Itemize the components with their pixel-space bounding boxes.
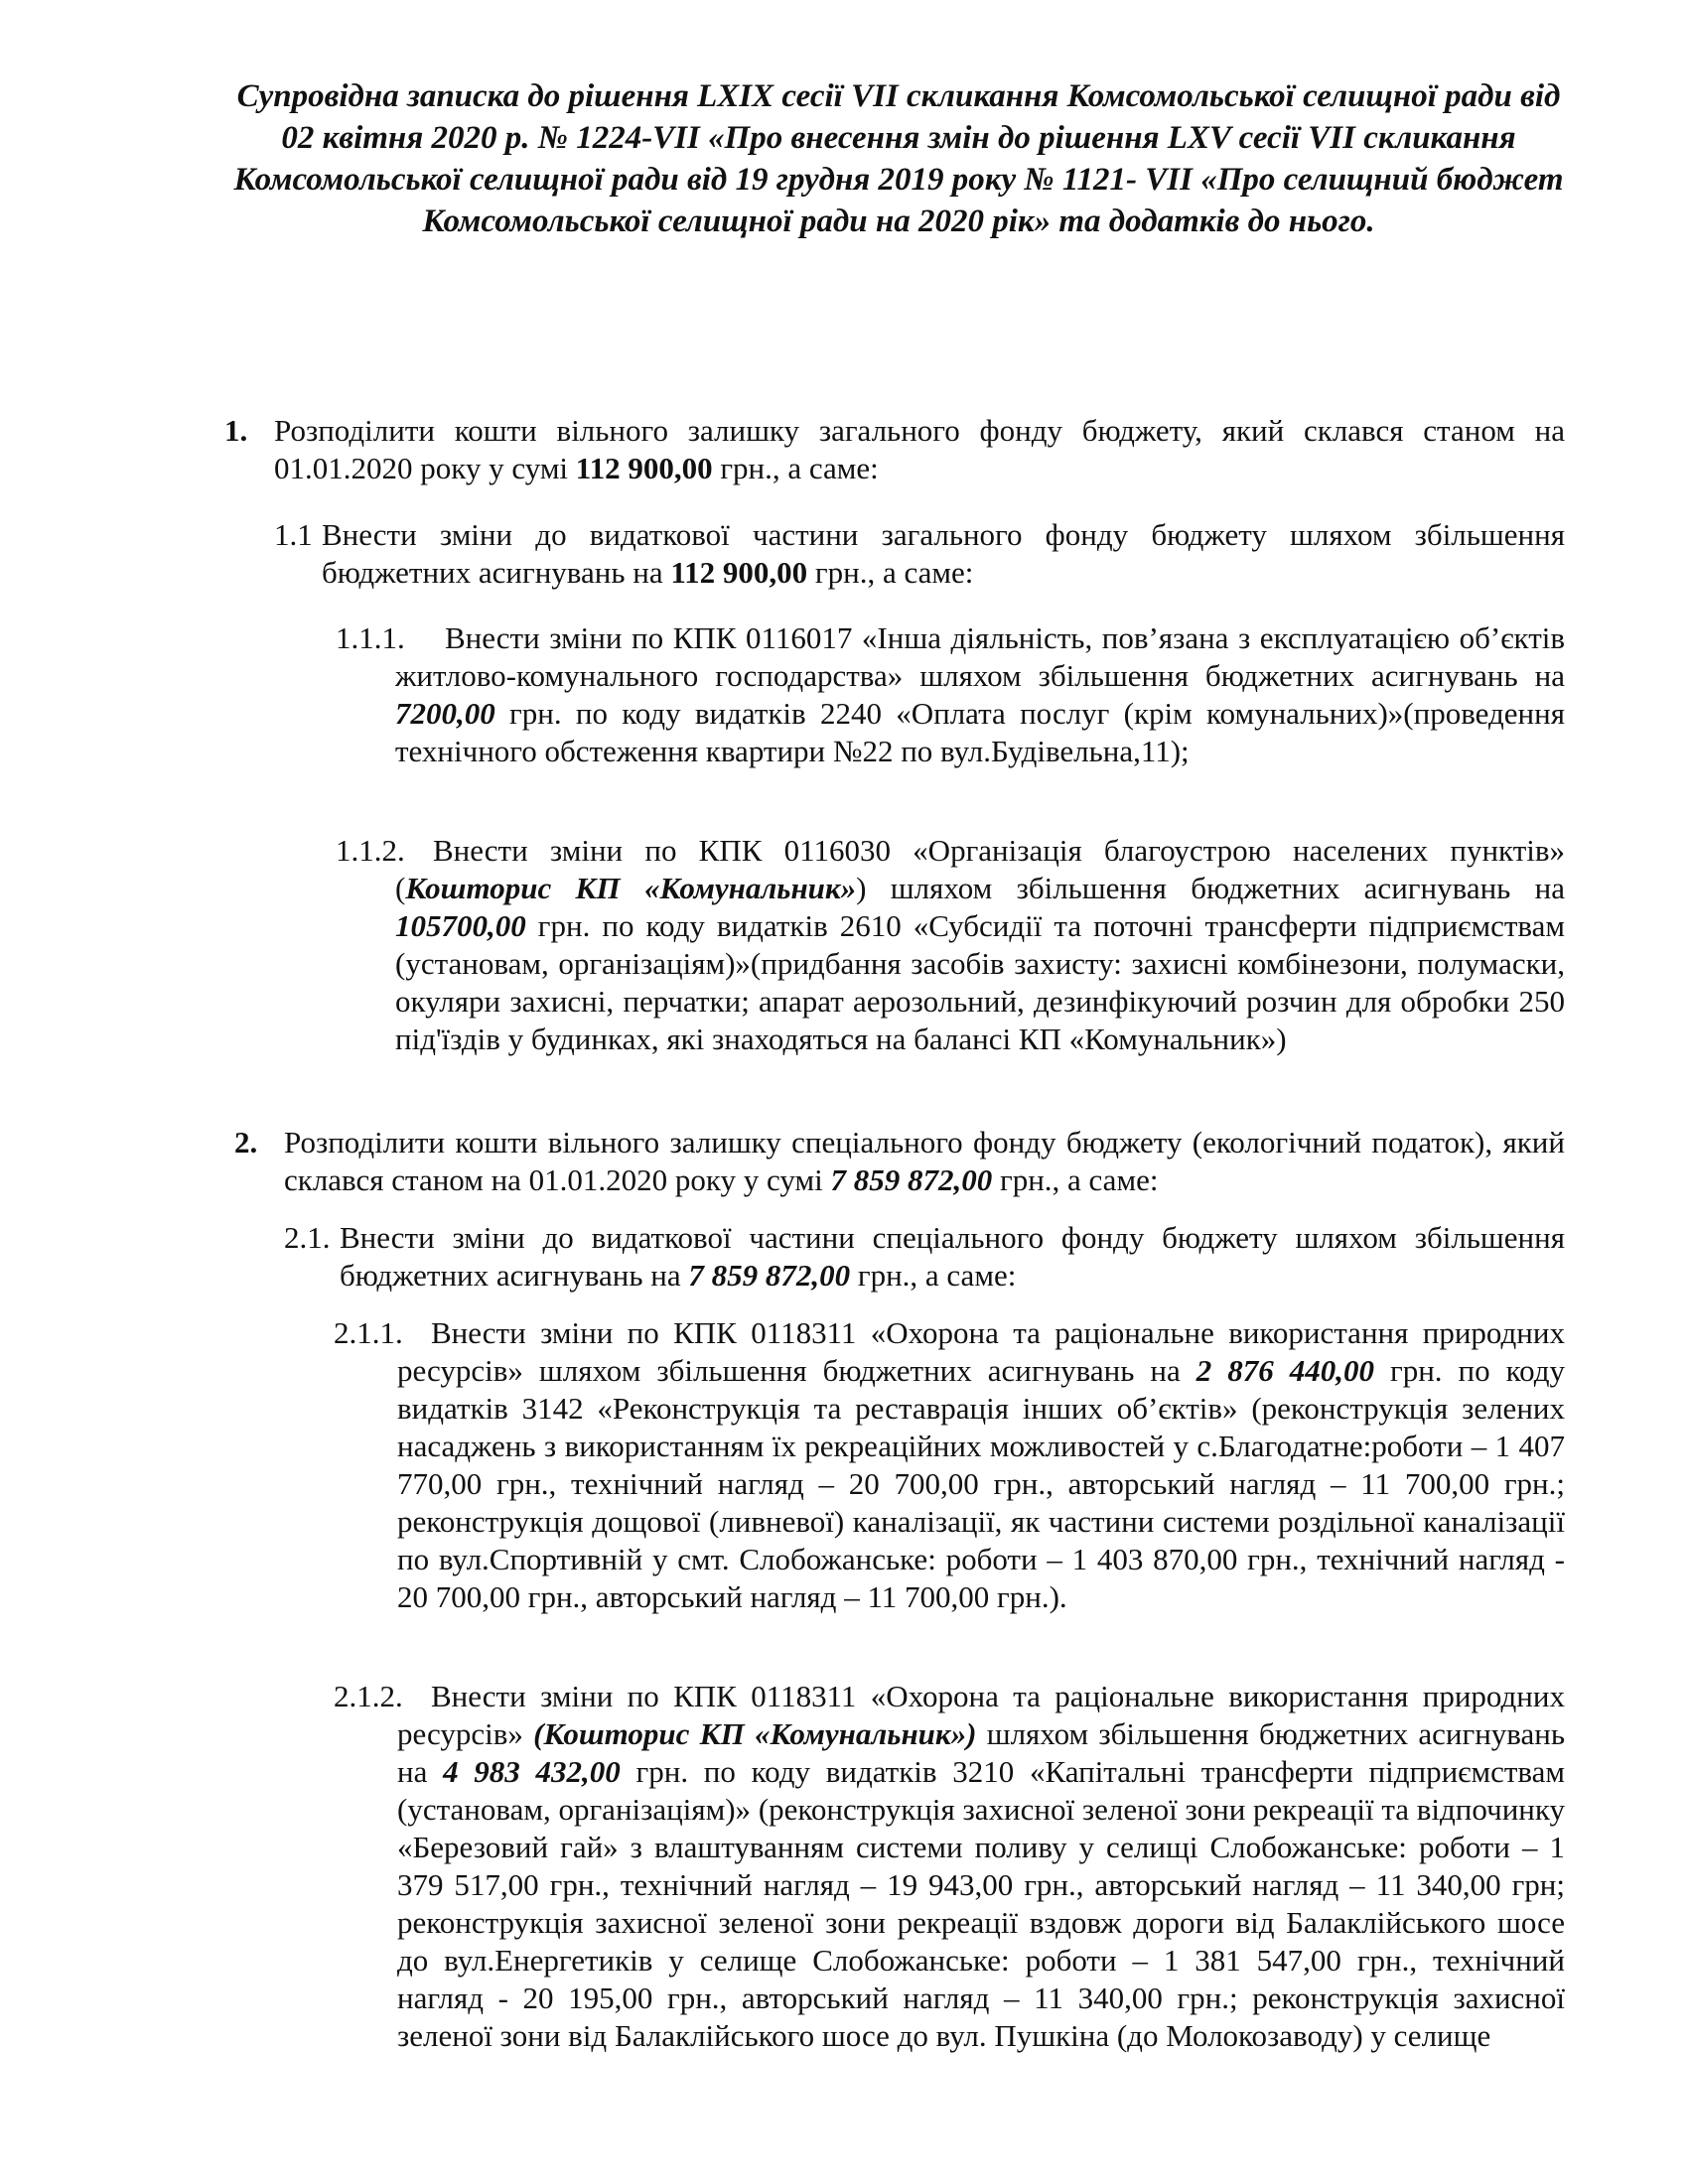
section-2-1-2-text-mid: шляхом збільшення бюджетних асигнувань на [397,1716,1565,1789]
section-2-1-2-text: Внести зміни по КПК 0118311 «Охорона та раціональне використання природних ресурсів» [397,1679,1565,1751]
section-1-1-1-paragraph [395,619,1565,770]
section-1-1-amount: 112 900,00 [670,555,808,590]
section-2-1-2-text-end: грн. по коду видатків 3210 «Капітальні трансферти підприємствам (установам, організаціям)» (реконструкція захисної зеленої зони рекреації та відпочинку «Березовий гай» з влаштуванням системи поливу у селищі Слобожанське: роботи – 1 379 517,00 грн., технічний нагляд – 19 943,00 грн., авторський нагляд – 11 340,00 грн; реконструкція захисної зеленої зони рекреації вздовж дороги від Балаклійського шосе до вул.Енергетиків у селище Слобожанське: роботи – 1 381 547,00 грн., технічний нагляд - 20 195,00 грн., авторський нагляд – 11 340,00 грн.; реконструкція захисної зеленої зони від Балаклійського шосе до вул. Пушкіна (до Молокозаводу) у селище [397,1754,1566,2053]
section-2-amount: 7 859 872,00 [830,1162,993,1197]
section-1-text-end: грн., а саме: [712,451,879,485]
section-2-1-1-text: Внести зміни по КПК 0118311 «Охорона та раціональне використання природних ресурсів» шляхом збільшення бюджетних асигнувань на [397,1315,1565,1388]
section-2-1-amount: 7 859 872,00 [688,1258,851,1293]
section-1-1-2-number: 1.1.2. [336,833,405,868]
section-2-text-end: грн., а саме: [992,1162,1159,1197]
section-1-text: Розподілити кошти вільного залишку загального фонду бюджету, який склався станом на 01.01.2020 року у сумі [274,413,1565,485]
document-title: Супровідна записка до рішення LXIX сесії VII скликання Комсомольської селищної ради від 02 квітня 2020 р. № 1224-VII «Про внесення змін до рішення LXV сесії VII скликання Комсомольської селищної ради від 19 грудня 2019 року № 1121- VII «Про селищний бюджет Комсомольської селищної ради на 2020 рік» та додатків до нього. [233,78,1564,239]
section-2-1-number: 2.1. [284,1220,331,1255]
section-2-1-1-text-end: грн. по коду видатків 3142 «Реконструкція та реставрація інших об’єктів» (реконструкція зелених насаджень з використанням їх рекреаційних можливостей у с.Благодатне:роботи – 1 407 770,00 грн., технічний нагляд – 20 700,00 грн., авторський нагляд – 11 700,00 грн.; реконструкція дощової (ливневої) каналізації, як частини системи роздільної каналізації по вул.Спортивній у смт. Слобожанське: роботи – 1 403 870,00 грн., технічний нагляд - 20 700,00 грн., авторський нагляд – 11 700,00 грн.). [397,1353,1566,1614]
section-1-1-2-text-end: грн. по коду видатків 2610 «Субсидії та поточні трансферти підприємствам (установам, організаціям)»(придбання засобів захисту: захисні комбінезони, полумаски, окуляри захисні, перчатки; апарат аерозольний, дезинфікуючий розчин для обробки 250 під'їздів у будинках, які знаходяться на балансі КП «Комунальник») [395,908,1565,1056]
section-2-1-2-amount: 4 983 432,00 [443,1754,621,1789]
section-1-number: 1. [224,413,248,448]
section-2-1-1-number: 2.1.1. [334,1315,403,1350]
section-1-1-2-amount: 105700,00 [395,908,526,943]
section-2-1-paragraph [340,1219,1565,1295]
section-2-paragraph [284,1124,1565,1199]
section-1-amount: 112 900,00 [575,451,713,485]
section-1-1-1-number: 1.1.1. [336,620,405,655]
section-2-text: Розподілити кошти вільного залишку спеціального фонду бюджету (екологічний податок), який склався станом на 01.01.2020 року у сумі [284,1125,1565,1197]
section-1-1-1-text-end: грн. по коду видатків 2240 «Оплата послуг (крім комунальних)»(проведення технічного обстеження квартири №22 по вул.Будівельна,11); [395,696,1565,768]
section-2-1-1-amount: 2 876 440,00 [1196,1353,1374,1388]
section-1-1-number: 1.1 [274,517,313,552]
section-1-1-2-estimate: Кошторис КП «Комунальник» [405,871,857,905]
section-2-1-2-paragraph [397,1678,1565,2055]
section-1-1-text: Внести зміни до видаткової частини загального фонду бюджету шляхом збільшення бюджетних асигнувань на [322,517,1565,590]
section-1-1-2-text-mid: ) шляхом збільшення бюджетних асигнувань на [856,871,1565,905]
section-1-1-text-end: грн., а саме: [807,555,974,590]
section-2-1-2-estimate: (Кошторис КП «Комунальник») [533,1716,977,1751]
section-1-1-2-text: Внести зміни по КПК 0116030 «Організація благоустрою населених пунктів» ( [395,833,1565,905]
section-1-paragraph [274,412,1565,487]
section-2-number: 2. [234,1125,258,1160]
section-1-1-paragraph [322,516,1565,592]
section-1-1-1-text: Внести зміни по КПК 0116017 «Інша діяльність, пов’язана з експлуатацією об’єктів житлово-комунального господарства» шляхом збільшення бюджетних асигнувань на [395,620,1565,693]
section-2-1-1-paragraph [397,1314,1565,1616]
section-2-1-text: Внести зміни до видаткової частини спеціального фонду бюджету шляхом збільшення бюджетних асигнувань на [340,1220,1565,1293]
section-2-1-text-end: грн., а саме: [850,1258,1017,1293]
section-2-1-2-number: 2.1.2. [334,1679,403,1713]
section-1-1-1-amount: 7200,00 [395,696,495,731]
section-1-1-2-paragraph [395,832,1565,1058]
